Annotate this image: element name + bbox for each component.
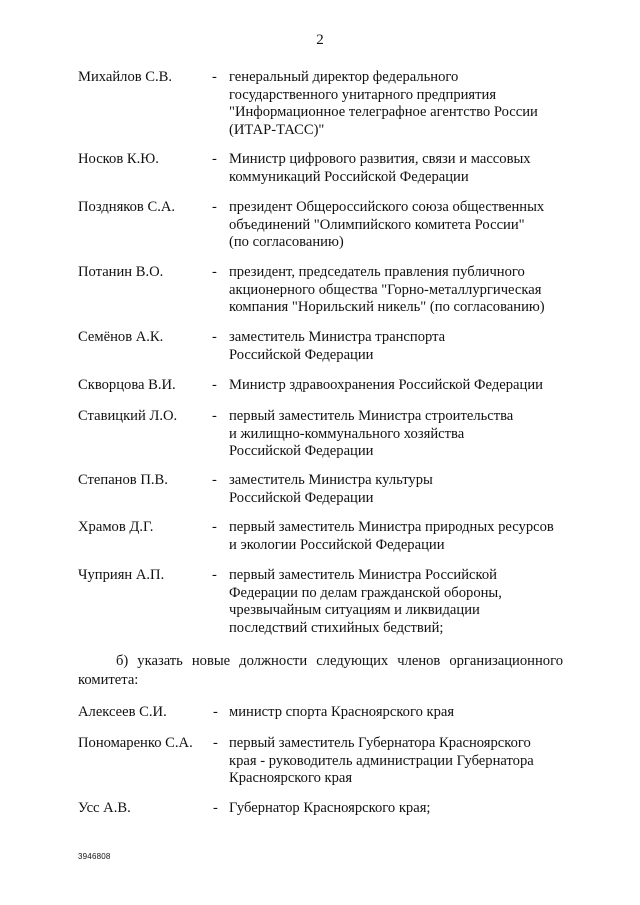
member-name: Чуприян А.П.	[78, 567, 165, 583]
dash-separator: -	[212, 472, 217, 488]
paragraph-line: комитета:	[78, 672, 139, 688]
position-line: Российской Федерации	[229, 346, 374, 363]
position-line: генеральный директор федерального	[229, 69, 459, 85]
position-line: объединений "Олимпийского комитета России"	[229, 216, 525, 233]
member-name: Михайлов С.В.	[78, 69, 173, 85]
position-line: заместитель Министра транспорта	[229, 329, 446, 345]
member-position	[229, 567, 574, 637]
dash-separator: -	[212, 408, 217, 424]
member-name: Скворцова В.И.	[78, 377, 176, 393]
position-line: Красноярского края	[229, 770, 353, 786]
position-line: (по согласованию)	[229, 234, 344, 250]
dash-separator: -	[212, 264, 217, 280]
member-position	[229, 377, 574, 395]
member-position	[229, 519, 574, 554]
document-code: 3946808	[78, 852, 111, 861]
dash-separator: -	[212, 151, 217, 167]
dash-separator: -	[212, 377, 217, 393]
position-line: края - руководитель администрации Губернатора	[229, 752, 534, 769]
position-line: Министр цифрового развития, связи и массовых	[229, 151, 531, 167]
member-name: Носков К.Ю.	[78, 151, 159, 167]
position-line: Российской Федерации	[229, 489, 374, 506]
member-name: Усс А.В.	[78, 800, 131, 816]
position-line: Российской Федерации	[229, 443, 374, 459]
dash-separator: -	[212, 69, 217, 85]
position-line: чрезвычайным ситуациям и ликвидации	[229, 602, 480, 618]
position-line: первый заместитель Министра природных ресурсов	[229, 519, 554, 535]
member-position	[229, 264, 574, 317]
dash-separator: -	[213, 735, 218, 751]
member-position	[229, 151, 574, 186]
member-name: Поздняков С.А.	[78, 199, 176, 215]
position-line: Губернатор Красноярского края;	[229, 800, 431, 816]
member-name: Алексеев С.И.	[78, 704, 167, 720]
position-line: министр спорта Красноярского края	[229, 704, 455, 720]
member-name: Храмов Д.Г.	[78, 519, 154, 535]
member-position	[229, 329, 574, 364]
dash-separator: -	[212, 519, 217, 535]
position-line: Федерации по делам гражданской обороны,	[229, 584, 502, 601]
position-line: последствий стихийных бедствий;	[229, 619, 444, 636]
member-position	[229, 800, 574, 818]
position-line: президент Общероссийского союза общественных	[229, 199, 545, 215]
member-position	[229, 735, 574, 788]
member-name: Семёнов А.К.	[78, 329, 164, 345]
position-line: и экологии Российской Федерации	[229, 536, 445, 553]
position-line: государственного унитарного предприятия	[229, 86, 497, 103]
dash-separator: -	[213, 704, 218, 720]
dash-separator: -	[212, 199, 217, 215]
position-line: и жилищно-коммунального хозяйства	[229, 425, 465, 442]
position-line: коммуникаций Российской Федерации	[229, 168, 469, 185]
dash-separator: -	[212, 567, 217, 583]
position-line: первый заместитель Губернатора Красноярского	[229, 735, 531, 751]
position-line: Министр здравоохранения Российской Федерации	[229, 377, 543, 393]
paragraph-b	[78, 652, 563, 690]
member-name: Ставицкий Л.О.	[78, 408, 178, 424]
member-name: Степанов П.В.	[78, 472, 168, 488]
member-position	[229, 472, 574, 507]
position-line: компания "Норильский никель" (по согласованию)	[229, 299, 545, 315]
dash-separator: -	[213, 800, 218, 816]
member-name: Потанин В.О.	[78, 264, 164, 280]
position-line: заместитель Министра культуры	[229, 472, 433, 488]
position-line: "Информационное телеграфное агентство России	[229, 104, 538, 120]
member-position	[229, 408, 574, 461]
position-line: первый заместитель Министра строительства	[229, 408, 514, 424]
dash-separator: -	[212, 329, 217, 345]
member-position	[229, 199, 574, 252]
position-line: президент, председатель правления публичного	[229, 264, 525, 280]
member-position	[229, 69, 574, 139]
member-position	[229, 704, 574, 722]
position-line: первый заместитель Министра Российской	[229, 567, 497, 583]
position-line: акционерного общества "Горно-металлургическая	[229, 281, 542, 298]
page-number: 2	[316, 32, 324, 48]
position-line: (ИТАР-ТАСС)"	[229, 121, 325, 138]
member-name: Пономаренко С.А.	[78, 735, 193, 751]
paragraph-line: б) указать новые должности следующих членов организационного	[116, 653, 563, 669]
